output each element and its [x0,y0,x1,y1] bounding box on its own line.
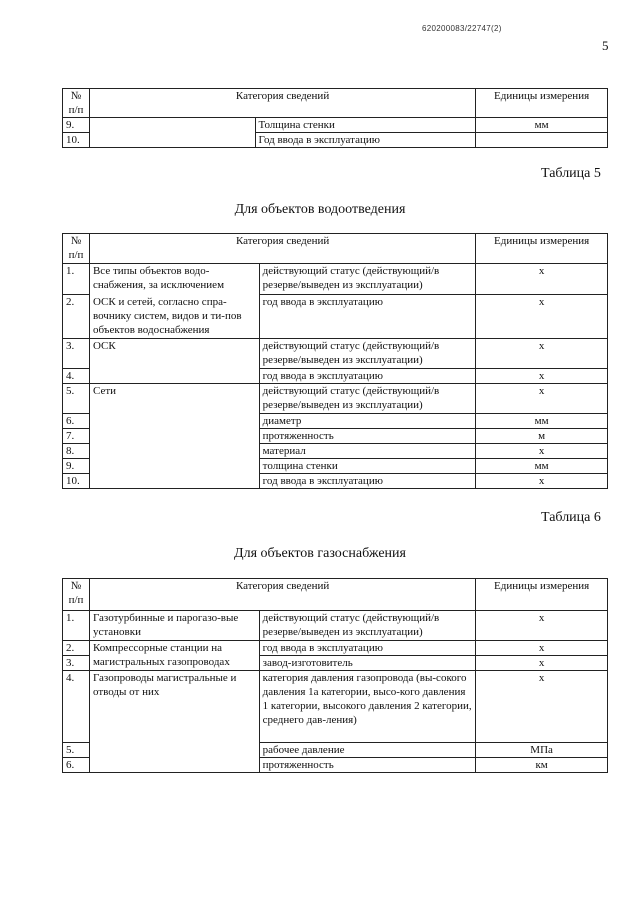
table5-title: Для объектов водоотведения [234,202,406,217]
group-all-types-2: ОСК и сетей, согласно спра-вочнику систем, видов и ти-пов объектов водоснабжения [89,295,259,339]
group-all-types-1: Все типы объектов водо-снабжения, за исключением [89,264,259,295]
table-row: 1. Все типы объектов водо-снабжения, за исключением действующий статус (действующий/в резерве/выведен из эксплуатации) x [63,264,608,295]
group-gas-turbine: Газотурбинные и парогазо-вые установки [89,611,259,641]
header-category: Категория сведений [89,579,475,611]
document-id: 620200083/22747(2) [422,24,502,33]
table-row: 10. Год ввода в эксплуатацию [63,133,608,148]
table-row: 2. ОСК и сетей, согласно спра-вочнику систем, видов и ти-пов объектов водоснабжения год ввода в эксплуатацию x [63,295,608,339]
table-row: 9. толщина стенки мм [63,459,608,474]
table6-title: Для объектов газоснабжения [234,546,406,561]
page-number: 5 [602,38,609,53]
header-category: Категория сведений [89,89,475,118]
table5-caption: Таблица 5 [541,166,601,181]
header-num: № п/п [63,579,90,611]
table-row: 8. материал x [63,444,608,459]
table-row: 3. ОСК действующий статус (действующий/в резерве/выведен из эксплуатации) x [63,339,608,369]
table-row: 3. завод-изготовитель x [63,656,608,671]
header-num: № п/п [63,234,90,264]
table-row: 10. год ввода в эксплуатацию x [63,474,608,489]
header-category: Категория сведений [89,234,475,264]
header-units: Единицы измерения [476,579,608,611]
table-row: 6. протяженность км [63,758,608,773]
header-units: Единицы измерения [476,234,608,264]
header-units: Единицы измерения [476,89,608,118]
table-row: 4. Газопроводы магистральные и отводы от них категория давления газопровода (вы-сокого давления 1а категории, высо-кого давления 1 категории, высокого давления 2 категории, среднего дав-ления) x [63,671,608,743]
group-gas-pipelines: Газопроводы магистральные и отводы от них [89,671,259,773]
table-row: 5. рабочее давление МПа [63,743,608,758]
group-osk: ОСК [89,339,259,384]
table-6 [62,578,608,773]
table6-caption: Таблица 6 [541,510,601,525]
table-row: 9. Толщина стенки мм [63,118,608,133]
table-continuation [62,88,608,148]
table-5 [62,233,608,489]
group-networks: Сети [89,384,259,489]
table-row: 5. Сети действующий статус (действующий/в резерве/выведен из эксплуатации) x [63,384,608,414]
table-row: 4. год ввода в эксплуатацию x [63,369,608,384]
table-row: 2. Компрессорные станции на магистральных газопроводах год ввода в эксплуатацию x [63,641,608,656]
header-num: № п/п [63,89,90,118]
group-compressor-stations: Компрессорные станции на магистральных газопроводах [89,641,259,671]
table-row: 1. Газотурбинные и парогазо-вые установки действующий статус (действующий/в резерве/выведен из эксплуатации) x [63,611,608,641]
table-row: 6. диаметр мм [63,414,608,429]
table-row: 7. протяженность м [63,429,608,444]
